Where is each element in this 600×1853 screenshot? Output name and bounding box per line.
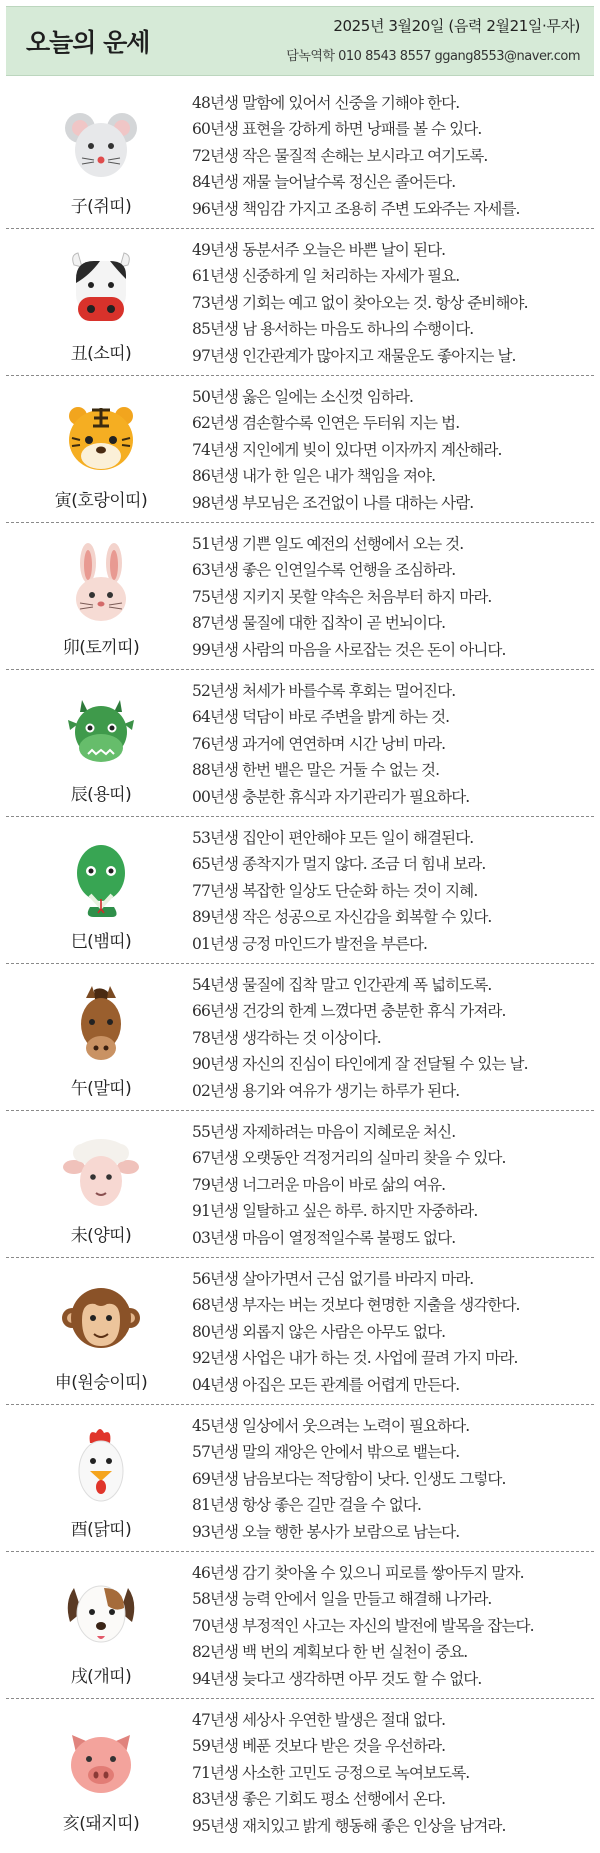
fortune-lines xyxy=(192,237,592,369)
fortune-line: 89년생 작은 성공으로 자신감을 회복할 수 있다. xyxy=(192,908,492,927)
fortune-line: 80년생 외롭지 않은 사람은 아무도 없다. xyxy=(192,1322,446,1341)
fortune-line: 93년생 오늘 행한 봉사가 보람으로 남는다. xyxy=(192,1522,460,1541)
fortune-line: 04년생 아집은 모든 관계를 어렵게 만든다. xyxy=(192,1375,460,1394)
ox-icon xyxy=(60,249,142,331)
zodiac-entry xyxy=(6,1552,594,1699)
fortune-line: 75년생 지키지 못할 약속은 처음부터 하지 마라. xyxy=(192,587,492,606)
fortune-line: 73년생 기회는 예고 없이 찾아오는 것. 항상 준비해야. xyxy=(192,293,528,312)
zodiac-animal-label: 子(쥐띠) xyxy=(70,197,132,217)
fortune-line: 78년생 생각하는 것 이상이다. xyxy=(192,1028,381,1047)
fortune-lines xyxy=(192,1266,592,1398)
fortune-line: 60년생 표현을 강하게 하면 낭패를 볼 수 있다. xyxy=(192,120,482,139)
fortune-lines xyxy=(192,825,592,957)
fortune-line: 51년생 기쁜 일도 예전의 선행에서 오는 것. xyxy=(192,535,464,553)
zodiac-entry xyxy=(6,817,594,964)
monkey-icon xyxy=(60,1278,142,1360)
header-info xyxy=(286,15,580,64)
fortune-line: 91년생 일탈하고 싶은 하루. 하지만 자중하라. xyxy=(192,1202,478,1221)
zodiac-animal-label: 寅(호랑이띠) xyxy=(54,491,148,511)
fortune-line: 66년생 건강의 한계 느꼈다면 충분한 휴식 가져라. xyxy=(192,1002,506,1021)
fortune-line: 61년생 신중하게 일 처리하는 자세가 필요. xyxy=(192,267,460,286)
fortune-line: 68년생 부자는 버는 것보다 현명한 지출을 생각한다. xyxy=(192,1296,520,1315)
fortune-line: 86년생 내가 한 일은 내가 책임을 져야. xyxy=(192,467,436,486)
fortune-line: 96년생 책임감 가지고 조용히 주변 도와주는 자세를. xyxy=(192,199,520,218)
fortune-line: 69년생 남음보다는 적당함이 낫다. 인생도 그렇다. xyxy=(192,1469,506,1488)
zodiac-animal-label: 巳(뱀띠) xyxy=(70,932,132,952)
zodiac-animal-label: 酉(닭띠) xyxy=(70,1520,132,1540)
fortune-line: 81년생 항상 좋은 길만 걸을 수 없다. xyxy=(192,1496,422,1515)
fortune-line: 83년생 좋은 기회도 평소 선행에서 온다. xyxy=(192,1790,446,1809)
fortune-line: 53년생 집안이 편안해야 모든 일이 해결된다. xyxy=(192,829,474,847)
fortune-line: 88년생 한번 뱉은 말은 거둘 수 없는 것. xyxy=(192,761,440,780)
fortune-line: 64년생 덕담이 바로 주변을 밝게 하는 것. xyxy=(192,708,450,727)
fortune-line: 92년생 사업은 내가 하는 것. 사업에 끌려 가지 마라. xyxy=(192,1349,518,1368)
fortune-line: 58년생 능력 안에서 일을 만들고 해결해 나가라. xyxy=(192,1590,492,1609)
sheep-icon xyxy=(60,1131,142,1213)
rat-icon xyxy=(60,102,142,184)
fortune-line: 97년생 인간관계가 많아지고 재물운도 좋아지는 날. xyxy=(192,346,516,365)
fortune-line: 70년생 부정적인 사고는 자신의 발전에 발목을 잡는다. xyxy=(192,1616,534,1635)
fortune-lines xyxy=(192,1119,592,1251)
fortune-line: 74년생 지인에게 빚이 있다면 이자까지 계산해라. xyxy=(192,440,502,459)
date-line: 2025년 3월20일 (음력 2월21일·무자) xyxy=(333,17,580,35)
fortune-line: 52년생 처세가 바를수록 후회는 멀어진다. xyxy=(192,682,456,700)
page-title: 오늘의 운세 xyxy=(26,28,150,57)
zodiac-animal-label: 申(원숭이띠) xyxy=(54,1373,148,1393)
fortune-lines xyxy=(192,972,592,1104)
zodiac-entry xyxy=(6,523,594,670)
zodiac-animal-label: 戌(개띠) xyxy=(70,1667,132,1687)
fortune-line: 67년생 오랫동안 걱정거리의 실마리 찾을 수 있다. xyxy=(192,1149,506,1168)
fortune-line: 56년생 살아가면서 근심 없기를 바라지 마라. xyxy=(192,1270,474,1288)
fortune-line: 84년생 재물 늘어날수록 정신은 졸어든다. xyxy=(192,173,456,192)
fortune-line: 50년생 옳은 일에는 소신껏 임하라. xyxy=(192,388,414,406)
contact-line: 담녹역학 010 8543 8557 ggang8553@naver.com xyxy=(286,49,580,64)
fortune-line: 63년생 좋은 인연일수록 언행을 조심하라. xyxy=(192,561,456,580)
zodiac-animal-label: 辰(용띠) xyxy=(70,785,132,805)
snake-icon xyxy=(60,837,142,919)
fortune-lines xyxy=(192,1413,592,1545)
fortune-line: 85년생 남 용서하는 마음도 하나의 수행이다. xyxy=(192,320,474,339)
fortune-line: 76년생 과거에 연연하며 시간 낭비 마라. xyxy=(192,734,446,753)
fortune-line: 79년생 너그러운 마음이 바로 삶의 여유. xyxy=(192,1175,446,1194)
zodiac-animal-label: 午(말띠) xyxy=(70,1079,132,1099)
dragon-icon xyxy=(60,690,142,772)
zodiac-list xyxy=(6,82,594,1846)
zodiac-animal-label: 未(양띠) xyxy=(70,1226,132,1246)
fortune-line: 48년생 말함에 있어서 신중을 기해야 한다. xyxy=(192,94,460,112)
fortune-line: 47년생 세상사 우연한 발생은 절대 없다. xyxy=(192,1711,446,1729)
fortune-line: 46년생 감기 찾아올 수 있으니 피로를 쌓아두지 말자. xyxy=(192,1564,524,1582)
fortune-lines xyxy=(192,1560,592,1692)
fortune-line: 03년생 마음이 열정적일수록 불평도 없다. xyxy=(192,1228,456,1247)
fortune-lines xyxy=(192,1707,592,1839)
fortune-line: 90년생 자신의 진심이 타인에게 잘 전달될 수 있는 날. xyxy=(192,1055,528,1074)
tiger-icon xyxy=(60,396,142,478)
fortune-line: 82년생 백 번의 계획보다 한 번 실천이 중요. xyxy=(192,1643,468,1662)
fortune-lines xyxy=(192,678,592,810)
rooster-icon xyxy=(60,1425,142,1507)
fortune-line: 87년생 물질에 대한 집착이 곧 번뇌이다. xyxy=(192,614,446,633)
fortune-line: 59년생 베푼 것보다 받은 것을 우선하라. xyxy=(192,1737,446,1756)
fortune-line: 62년생 겸손할수록 인연은 두터워 지는 법. xyxy=(192,414,460,433)
fortune-line: 54년생 물질에 집착 말고 인간관계 폭 넓히도록. xyxy=(192,976,492,994)
zodiac-animal-label: 卯(토끼띠) xyxy=(62,638,140,658)
fortune-line: 49년생 동분서주 오늘은 바쁜 날이 된다. xyxy=(192,241,446,259)
zodiac-animal-label: 亥(돼지띠) xyxy=(62,1814,140,1834)
zodiac-entry xyxy=(6,1111,594,1258)
zodiac-entry xyxy=(6,229,594,376)
fortune-line: 98년생 부모님은 조건없이 나를 대하는 사람. xyxy=(192,493,474,512)
zodiac-entry xyxy=(6,1258,594,1405)
fortune-page xyxy=(0,6,600,1853)
zodiac-animal-label: 丑(소띠) xyxy=(70,344,132,364)
fortune-line: 55년생 자제하려는 마음이 지혜로운 처신. xyxy=(192,1123,456,1141)
fortune-line: 95년생 재치있고 밝게 행동해 좋은 인상을 남겨라. xyxy=(192,1816,506,1835)
fortune-lines xyxy=(192,531,592,663)
zodiac-entry xyxy=(6,670,594,817)
header xyxy=(6,6,594,76)
fortune-line: 00년생 충분한 휴식과 자기관리가 필요하다. xyxy=(192,787,470,806)
fortune-line: 01년생 긍정 마인드가 발전을 부른다. xyxy=(192,934,428,953)
dog-icon xyxy=(60,1572,142,1654)
zodiac-entry xyxy=(6,1405,594,1552)
fortune-line: 65년생 종착지가 멀지 않다. 조금 더 힘내 보라. xyxy=(192,855,486,874)
pig-icon xyxy=(60,1719,142,1801)
fortune-line: 45년생 일상에서 웃으려는 노력이 필요하다. xyxy=(192,1417,470,1435)
fortune-line: 71년생 사소한 고민도 긍정으로 녹여보도록. xyxy=(192,1763,470,1782)
fortune-line: 94년생 늦다고 생각하면 아무 것도 할 수 없다. xyxy=(192,1669,482,1688)
zodiac-entry xyxy=(6,376,594,523)
fortune-line: 77년생 복잡한 일상도 단순화 하는 것이 지혜. xyxy=(192,881,478,900)
rabbit-icon xyxy=(60,543,142,625)
fortune-line: 72년생 작은 물질적 손해는 보시라고 여기도록. xyxy=(192,146,488,165)
fortune-lines xyxy=(192,90,592,222)
fortune-line: 57년생 말의 재앙은 안에서 밖으로 뱉는다. xyxy=(192,1443,460,1462)
zodiac-entry xyxy=(6,82,594,229)
zodiac-entry xyxy=(6,964,594,1111)
fortune-line: 02년생 용기와 여유가 생기는 하루가 된다. xyxy=(192,1081,460,1100)
fortune-line: 99년생 사람의 마음을 사로잡는 것은 돈이 아니다. xyxy=(192,640,506,659)
fortune-lines xyxy=(192,384,592,516)
zodiac-entry xyxy=(6,1699,594,1846)
horse-icon xyxy=(60,984,142,1066)
